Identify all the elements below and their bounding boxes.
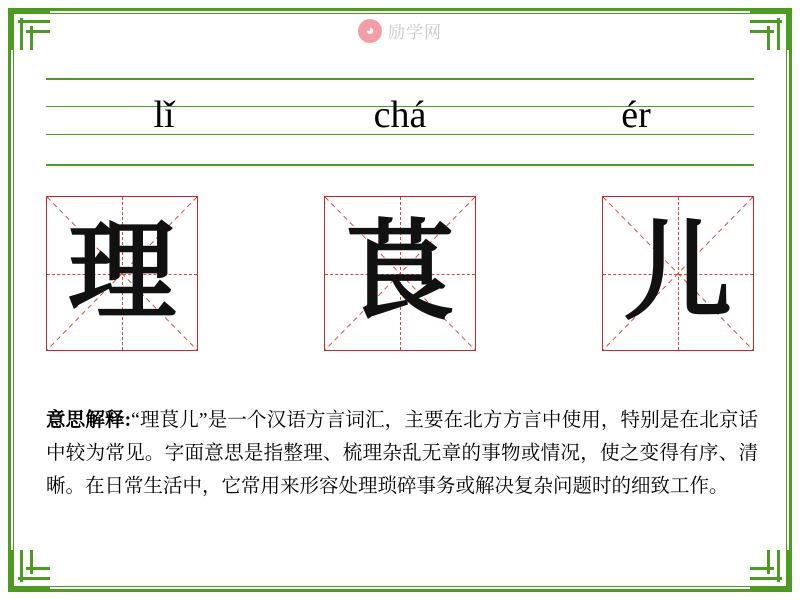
logo-text: 励学网 xyxy=(388,23,442,42)
character-box-2 xyxy=(324,196,476,351)
character-box-3 xyxy=(602,196,754,351)
explanation-paragraph xyxy=(46,404,758,503)
character-glyph-2: 茛 xyxy=(345,213,454,333)
pinyin-syllable-2: chá xyxy=(373,94,427,136)
corner-ornament-top-right-icon xyxy=(750,10,790,50)
site-logo xyxy=(358,18,442,43)
character-glyph-1: 理 xyxy=(67,213,176,333)
pinyin-row xyxy=(46,78,754,166)
corner-ornament-bottom-left-icon xyxy=(10,550,50,590)
corner-ornament-bottom-right-icon xyxy=(750,550,790,590)
explanation-text: “理茛儿”是一个汉语方言词汇，主要在北方方言中使用，特别是在北京话中较为常见。字面意思是指整理、梳理杂乱无章的事物或情况，使之变得有序、清晰。在日常生活中，它常用来形容处理琐碎事务或解决复杂问题时的细致工作。 xyxy=(46,410,759,497)
character-box-1 xyxy=(46,196,198,351)
character-glyph-3: 儿 xyxy=(623,213,732,333)
explanation-label: 意思解释: xyxy=(46,410,132,431)
pinyin-syllable-1: lǐ xyxy=(153,94,175,136)
character-grid-row xyxy=(46,196,754,364)
logo-mark-icon: ◕ xyxy=(358,19,382,43)
corner-ornament-top-left-icon xyxy=(10,10,50,50)
pinyin-staff xyxy=(46,78,754,166)
pinyin-syllable-3: ér xyxy=(621,94,651,136)
